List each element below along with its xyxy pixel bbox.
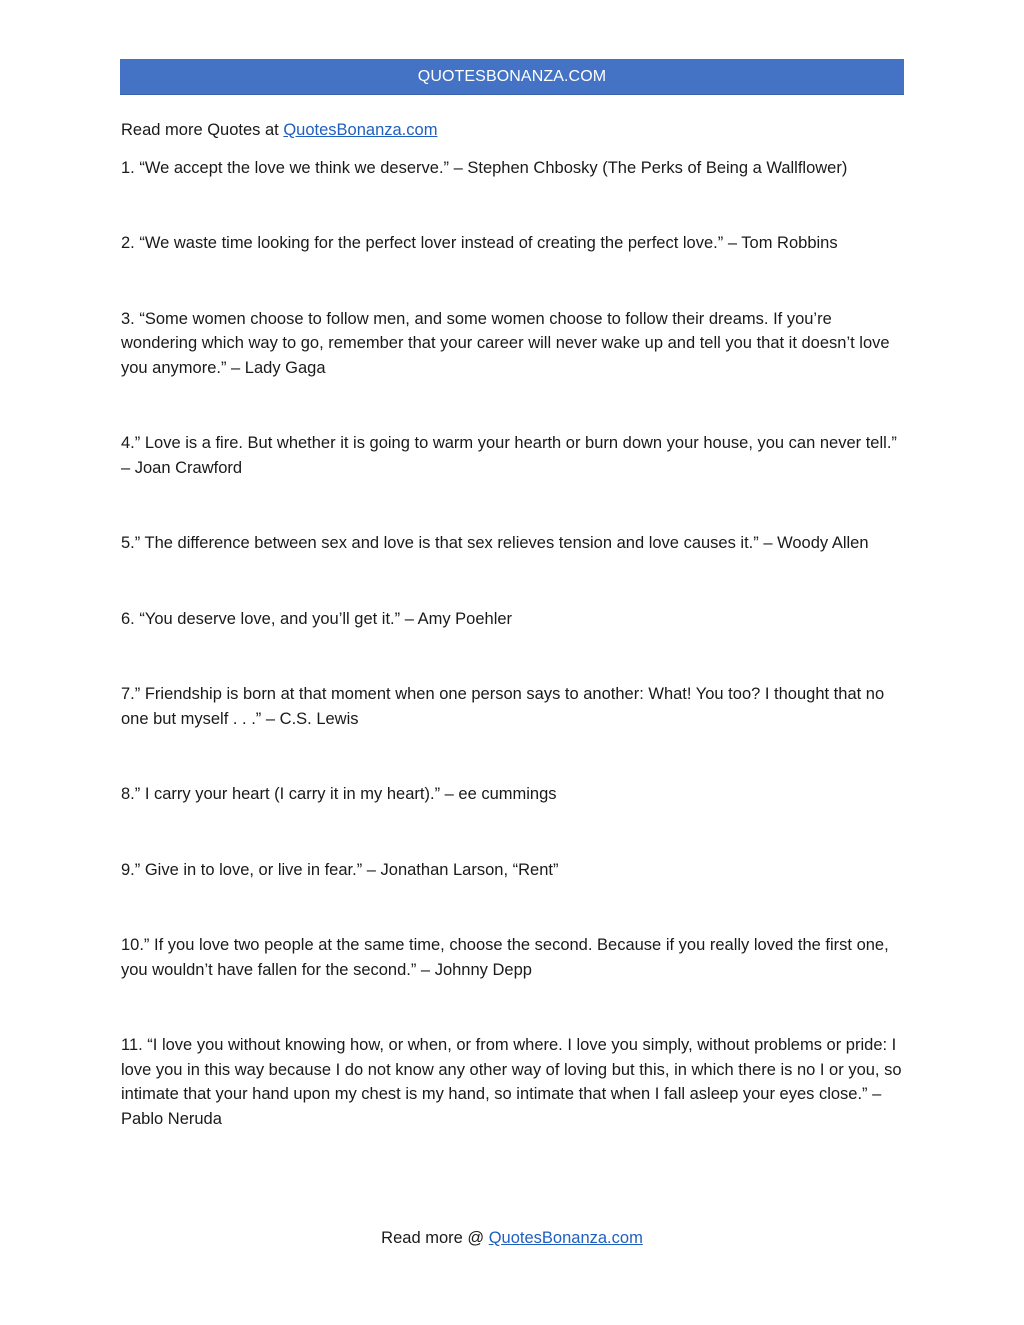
intro-line <box>121 118 905 143</box>
document-body <box>121 118 905 1182</box>
quote-6: 6. “You deserve love, and you’ll get it.” – Amy Poehler <box>121 609 513 628</box>
footer-text: Read more @ <box>381 1229 489 1247</box>
header-bar <box>120 59 904 95</box>
quote-4: 4.” Love is a fire. But whether it is going to warm your hearth or burn down your house, you can never tell.” – Joan Crawford <box>121 434 897 477</box>
quote-5: 5.” The difference between sex and love is that sex relieves tension and love causes it.” – Woody Allen <box>121 534 869 552</box>
intro-text: Read more Quotes at <box>121 121 284 139</box>
quote-10: 10.” If you love two people at the same time, choose the second. Because if you really loved the first one, you wouldn’t have fallen for the second.” – Johnny Depp <box>121 936 889 979</box>
quote-9: 9.” Give in to love, or live in fear.” – Jonathan Larson, “Rent” <box>121 860 559 879</box>
intro-link[interactable]: QuotesBonanza.com <box>283 121 438 139</box>
quote-3: 3. “Some women choose to follow men, and some women choose to follow their dreams. If you’re wondering which way to go, remember that your career will never wake up and tell you that it doesn’t love you anymore.” – Lady Gaga <box>121 309 890 377</box>
footer-link[interactable]: QuotesBonanza.com <box>488 1229 643 1247</box>
quote-8: 8.” I carry your heart (I carry it in my heart).” – ee cummings <box>121 785 557 803</box>
quote-11: 11. “I love you without knowing how, or when, or from where. I love you simply, without problems or pride: I love you in this way because I do not know any other way of loving but this, in which there is no I or you, so intimate that your hand upon my chest is my hand, so intimate that when I fall asleep your eyes close.” – Pablo Neruda <box>121 1036 902 1128</box>
quote-7: 7.” Friendship is born at that moment when one person says to another: What! You too? I thought that no one but myself . . .” – C.S. Lewis <box>121 685 885 728</box>
quote-1: 1. “We accept the love we think we deserve.” – Stephen Chbosky (The Perks of Being a Wallflower) <box>121 158 848 177</box>
header-title: QUOTESBONANZA.COM <box>417 67 607 85</box>
footer <box>0 1226 1024 1250</box>
quote-2: 2. “We waste time looking for the perfect lover instead of creating the perfect love.” – Tom Robbins <box>121 234 838 252</box>
